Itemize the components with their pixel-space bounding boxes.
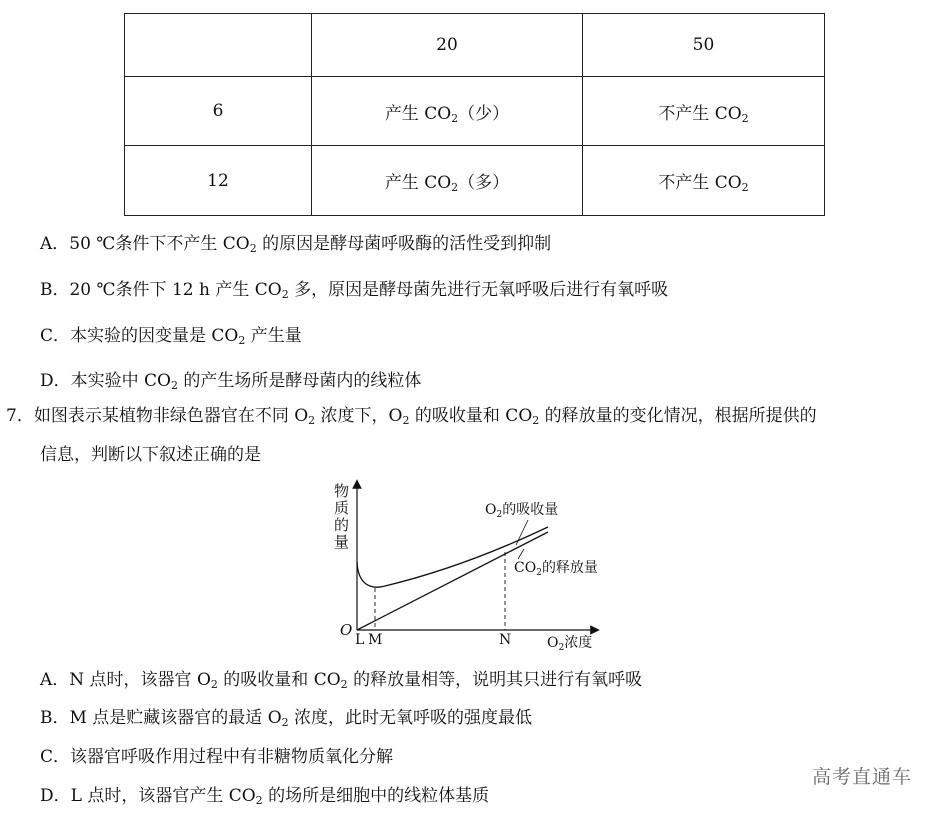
q7-option-a: A．N 点时，该器官 $O_2$ 的吸收量和 $CO_2$ 的释放量相等，说明其只进行有氧呼吸 [40, 670, 643, 691]
q6-option-a: A．50 ℃条件下不产生 $CO_2$ 的原因是酵母菌呼吸酶的活性受到抑制 [40, 234, 552, 255]
o2-label-leader [516, 520, 528, 545]
table-cell-20: 产生 $CO_2$（多） [312, 146, 583, 216]
q7-stem-line1: 7．如图表示某植物非绿色器官在不同 $O_2$ 浓度下，$O_2$ 的吸收量和 $CO_2$ 的释放量的变化情况，根据所提供的 [6, 406, 817, 427]
q7-stem-line2: 信息，判断以下叙述正确的是 [40, 445, 261, 465]
tick-label-l: L [355, 632, 365, 648]
q6-option-b: B．20 ℃条件下 12 h 产生 $CO_2$ 多，原因是酵母菌先进行无氧呼吸后进行有氧呼吸 [40, 280, 669, 301]
tick-label-m: M [368, 632, 383, 648]
co2-series-label: $CO_2$的释放量 [514, 560, 598, 578]
table-header-cell: 50 [583, 14, 825, 77]
table-row [125, 146, 825, 216]
q7-option-d: D．L 点时，该器官产生 $CO_2$ 的场所是细胞中的线粒体基质 [40, 786, 490, 807]
q7-option-c: C．该器官呼吸作用过程中有非糖物质氧化分解 [40, 747, 394, 767]
watermark: 高考直通车 [812, 766, 913, 788]
table-cell-time: 12 [125, 146, 312, 216]
table-header-row [125, 14, 825, 77]
y-label-char: 的 [334, 516, 350, 534]
table-row [125, 77, 825, 146]
data-table [124, 13, 825, 216]
tick-label-n: N [499, 632, 512, 648]
x-label: $O_2$浓度 [547, 635, 593, 653]
co2-label-leader [518, 549, 524, 559]
table-header-cell [125, 14, 312, 77]
q6-option-d: D．本实验中 $CO_2$ 的产生场所是酵母菌内的线粒体 [40, 371, 422, 392]
y-label-char: 质 [334, 499, 350, 517]
table-cell-time: 6 [125, 77, 312, 146]
origin-label: O [340, 621, 353, 639]
o2-series-label: $O_2$的吸收量 [485, 502, 559, 520]
o2-uptake-line [357, 532, 548, 630]
table-cell-50: 不产生 $CO_2$ [583, 77, 825, 146]
table-cell-50: 不产生 $CO_2$ [583, 146, 825, 216]
y-label-char: 物 [334, 482, 350, 500]
q7-option-b: B．M 点是贮藏该器官的最适 $O_2$ 浓度，此时无氧呼吸的强度最低 [40, 708, 533, 729]
table-header-cell: 20 [312, 14, 583, 77]
table-cell-20: 产生 $CO_2$（少） [312, 77, 583, 146]
respiration-chart [320, 472, 620, 657]
q6-option-c: C．本实验的因变量是 $CO_2$ 产生量 [40, 326, 302, 347]
y-label-char: 量 [334, 533, 350, 551]
